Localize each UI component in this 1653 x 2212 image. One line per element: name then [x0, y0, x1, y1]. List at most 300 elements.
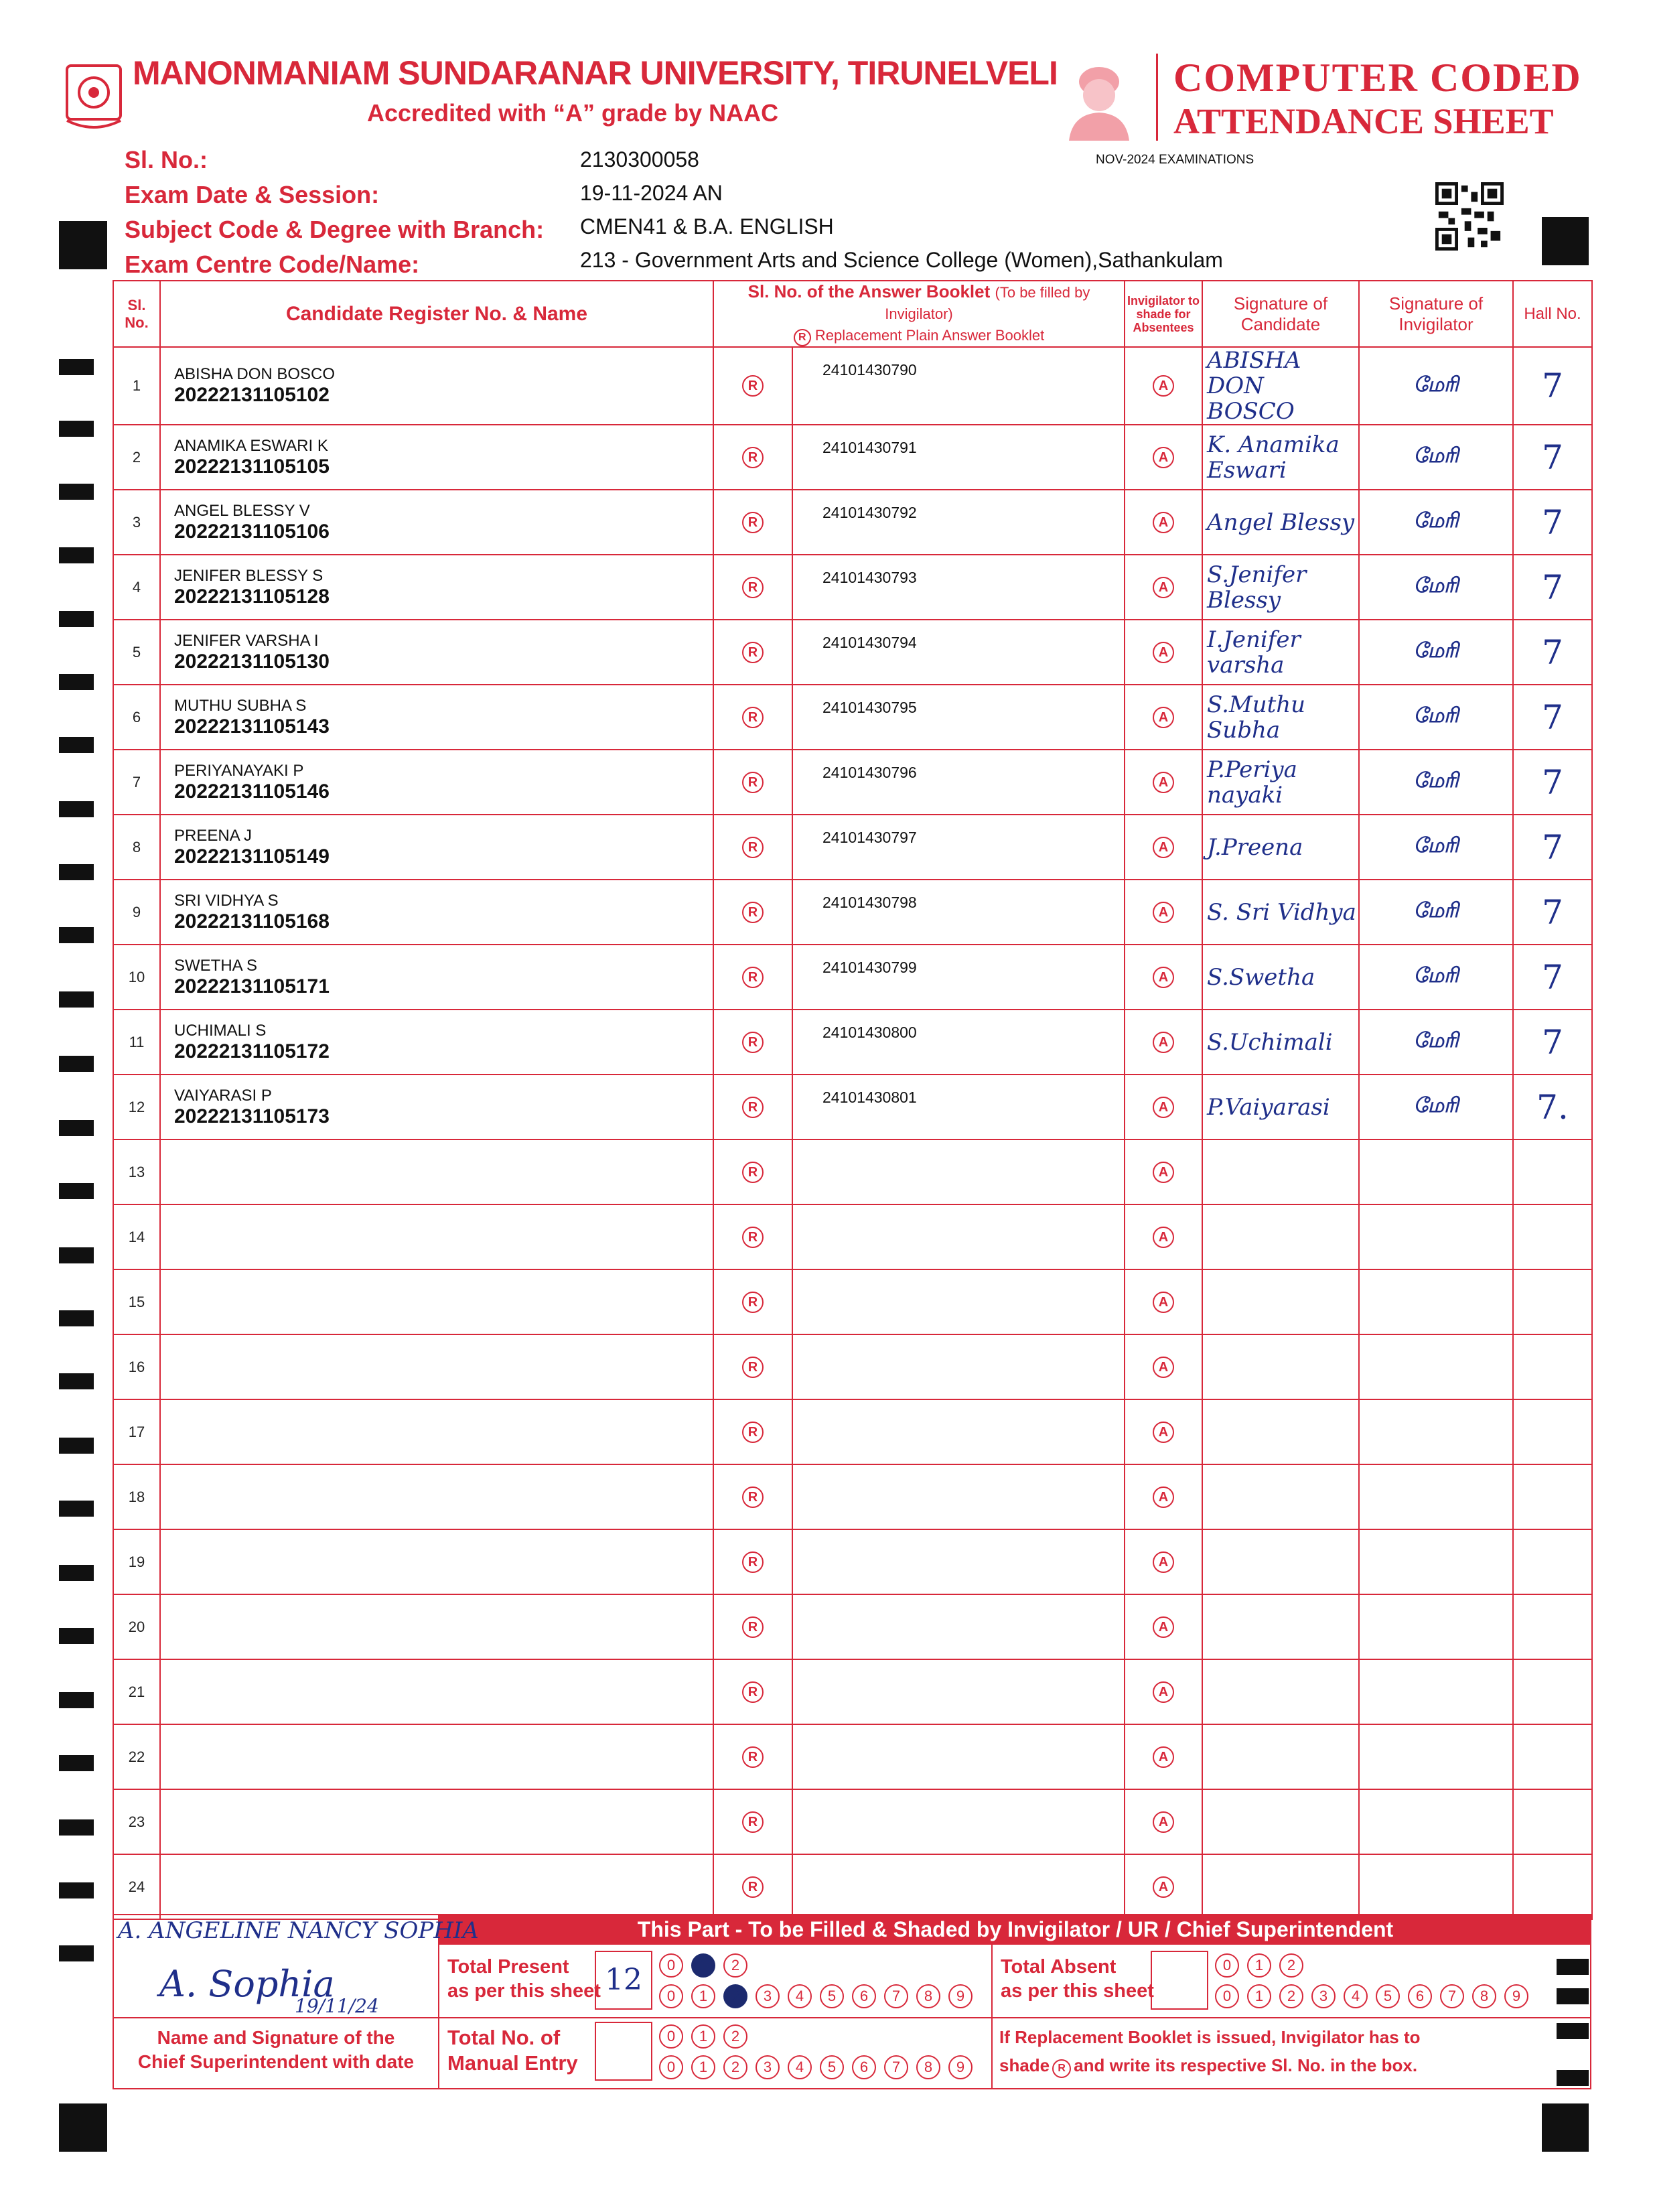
timing-mark: [59, 801, 94, 817]
table-row: [113, 1854, 1592, 1919]
row-absent-cell: [1125, 1789, 1202, 1854]
replacement-bubble[interactable]: R: [742, 902, 764, 923]
row-candidate-signature[interactable]: [1202, 880, 1359, 945]
superintendent-date: 19/11/24: [295, 1995, 379, 2017]
row-candidate: [160, 1010, 713, 1075]
digit-bubble[interactable]: 6: [852, 1984, 876, 2008]
row-sl-no: 15: [113, 1269, 160, 1334]
row-booklet-cell[interactable]: [792, 1334, 1125, 1399]
total-present-tens-bubbles[interactable]: [659, 1953, 756, 1978]
candidate-signature: S.Jenifer Blessy: [1207, 561, 1307, 614]
absent-bubble[interactable]: A: [1153, 375, 1174, 397]
booklet-number: 24101430799: [822, 959, 917, 976]
digit-bubble[interactable]: 0: [659, 1953, 683, 1978]
col-header-sig-candidate: Signature of Candidate: [1202, 281, 1359, 347]
row-candidate-signature[interactable]: [1202, 945, 1359, 1010]
row-hall-no[interactable]: 7: [1513, 490, 1592, 555]
row-invigilator-signature[interactable]: மேரி: [1359, 620, 1513, 685]
absent-bubble[interactable]: A: [1153, 1487, 1174, 1508]
row-invigilator-signature[interactable]: [1359, 1529, 1513, 1594]
row-candidate-signature[interactable]: [1202, 1010, 1359, 1075]
row-hall-no[interactable]: [1513, 1854, 1592, 1919]
row-candidate-signature[interactable]: [1202, 555, 1359, 620]
row-invigilator-signature[interactable]: மேரி: [1359, 555, 1513, 620]
absent-bubble[interactable]: A: [1153, 1681, 1174, 1703]
booklet-number: 24101430795: [822, 699, 917, 716]
row-candidate-signature[interactable]: [1202, 1789, 1359, 1854]
university-name: MANONMANIAM SUNDARANAR UNIVERSITY, TIRUNELVELI: [133, 54, 1058, 92]
row-booklet-cell[interactable]: [792, 1854, 1125, 1919]
row-invigilator-signature[interactable]: [1359, 1399, 1513, 1464]
row-booklet-cell[interactable]: [792, 685, 1125, 750]
qr-code: [1435, 182, 1504, 251]
digit-bubble[interactable]: 8: [916, 2055, 940, 2079]
timing-mark: [1542, 2103, 1589, 2152]
row-sl-no: 13: [113, 1139, 160, 1204]
row-candidate-signature[interactable]: [1202, 815, 1359, 880]
row-hall-no[interactable]: 7.: [1513, 1075, 1592, 1139]
digit-bubble[interactable]: 9: [948, 1984, 973, 2008]
footer-banner: This Part - To be Filled & Shaded by Invigilator / UR / Chief Superintendent: [439, 1914, 1591, 1945]
row-candidate-signature[interactable]: [1202, 1529, 1359, 1594]
row-candidate-signature[interactable]: [1202, 1399, 1359, 1464]
row-hall-no[interactable]: 7: [1513, 880, 1592, 945]
candidate-signature: J.Preena: [1207, 833, 1303, 861]
row-replacement-cell: [713, 1529, 792, 1594]
row-candidate: [160, 1529, 713, 1594]
row-invigilator-signature[interactable]: மேரி: [1359, 815, 1513, 880]
row-candidate-signature[interactable]: [1202, 1334, 1359, 1399]
row-hall-no[interactable]: [1513, 1269, 1592, 1334]
digit-bubble[interactable]: 2: [723, 2055, 747, 2079]
candidate-name: JENIFER VARSHA I: [174, 631, 319, 650]
row-booklet-cell[interactable]: [792, 1789, 1125, 1854]
replacement-bubble[interactable]: R: [742, 1681, 764, 1703]
absent-bubble[interactable]: A: [1153, 1746, 1174, 1768]
row-booklet-cell[interactable]: [792, 347, 1125, 425]
candidate-signature: Angel Blessy: [1207, 508, 1355, 536]
row-hall-no[interactable]: 7: [1513, 620, 1592, 685]
col-header-absentees: Invigilator to shade for Absentees: [1125, 281, 1202, 347]
row-absent-cell: [1125, 1724, 1202, 1789]
digit-bubble[interactable]: 7: [884, 1984, 908, 2008]
row-booklet-cell[interactable]: [792, 490, 1125, 555]
row-invigilator-signature[interactable]: மேரி: [1359, 750, 1513, 815]
row-absent-cell: [1125, 1204, 1202, 1269]
row-candidate-signature[interactable]: [1202, 347, 1359, 425]
candidate-name: PERIYANAYAKI P: [174, 761, 304, 780]
row-booklet-cell[interactable]: [792, 1724, 1125, 1789]
replacement-header-note: [794, 327, 1045, 344]
row-booklet-cell[interactable]: [792, 1464, 1125, 1529]
row-hall-no[interactable]: [1513, 1204, 1592, 1269]
timing-mark: [59, 221, 107, 269]
digit-bubble[interactable]: 0: [1215, 1953, 1239, 1978]
row-absent-cell: [1125, 1854, 1202, 1919]
superintendent-label-line1: Name and Signature of the: [157, 2027, 395, 2048]
digit-bubble[interactable]: 9: [1504, 1984, 1528, 2008]
digit-bubble[interactable]: 1: [691, 1984, 715, 2008]
row-sl-no: 12: [113, 1075, 160, 1139]
digit-bubble[interactable]: 9: [948, 2055, 973, 2079]
row-hall-no[interactable]: [1513, 1399, 1592, 1464]
timing-mark: [59, 1501, 94, 1517]
exam-date-label: Exam Date & Session:: [125, 181, 380, 208]
manual-entry-units-bubbles[interactable]: [659, 2055, 981, 2079]
absent-bubble[interactable]: A: [1153, 1422, 1174, 1443]
row-absent-cell: [1125, 815, 1202, 880]
replacement-bubble[interactable]: R: [742, 375, 764, 397]
digit-bubble[interactable]: 5: [820, 2055, 844, 2079]
candidate-signature: K. Anamika Eswari: [1207, 431, 1340, 484]
digit-bubble[interactable]: 5: [1376, 1984, 1400, 2008]
total-absent-units-bubbles[interactable]: [1215, 1984, 1536, 2008]
attendance-table: [113, 280, 1593, 1920]
timing-mark: [59, 484, 94, 500]
booklet-number: 24101430794: [822, 634, 917, 651]
digit-bubble[interactable]: 2: [1279, 1984, 1303, 2008]
row-invigilator-signature[interactable]: [1359, 1464, 1513, 1529]
row-candidate-signature[interactable]: [1202, 1075, 1359, 1139]
replacement-bubble[interactable]: R: [742, 447, 764, 468]
row-hall-no[interactable]: 7: [1513, 425, 1592, 490]
row-booklet-cell[interactable]: [792, 1659, 1125, 1724]
row-hall-no[interactable]: 7: [1513, 555, 1592, 620]
candidate-name: VAIYARASI P: [174, 1086, 272, 1105]
timing-mark: [59, 1183, 94, 1199]
row-invigilator-signature[interactable]: மேரி: [1359, 1075, 1513, 1139]
table-row: [113, 347, 1592, 425]
row-invigilator-signature[interactable]: [1359, 1204, 1513, 1269]
row-candidate-signature[interactable]: [1202, 1594, 1359, 1659]
row-candidate: [160, 1139, 713, 1204]
row-replacement-cell: [713, 1399, 792, 1464]
row-candidate: [160, 1204, 713, 1269]
absent-bubble[interactable]: A: [1153, 707, 1174, 728]
row-replacement-cell: [713, 425, 792, 490]
absent-bubble[interactable]: A: [1153, 1811, 1174, 1833]
row-candidate: [160, 1269, 713, 1334]
table-row: [113, 1659, 1592, 1724]
row-candidate-signature[interactable]: [1202, 1464, 1359, 1529]
row-invigilator-signature[interactable]: மேரி: [1359, 880, 1513, 945]
row-absent-cell: [1125, 1139, 1202, 1204]
digit-bubble[interactable]: 0: [659, 2055, 683, 2079]
absent-bubble[interactable]: A: [1153, 577, 1174, 598]
digit-bubble[interactable]: 7: [884, 2055, 908, 2079]
row-booklet-cell[interactable]: [792, 1399, 1125, 1464]
replacement-bubble[interactable]: R: [742, 1811, 764, 1833]
replacement-bubble[interactable]: R: [742, 1422, 764, 1443]
row-sl-no: 8: [113, 815, 160, 880]
absent-bubble[interactable]: A: [1153, 447, 1174, 468]
row-sl-no: 19: [113, 1529, 160, 1594]
replacement-bubble[interactable]: R: [742, 1292, 764, 1313]
candidate-register-no: 20222131105128: [174, 585, 330, 608]
replacement-header-text: Replacement Plain Answer Booklet: [814, 327, 1045, 344]
table-row: [113, 425, 1592, 490]
digit-bubble[interactable]: 2: [1279, 1953, 1303, 1978]
row-booklet-cell[interactable]: [792, 1529, 1125, 1594]
row-hall-no[interactable]: 7: [1513, 945, 1592, 1010]
row-candidate: [160, 1464, 713, 1529]
digit-bubble[interactable]: 1: [691, 2024, 715, 2049]
table-row: [113, 1789, 1592, 1854]
digit-bubble[interactable]: 1: [691, 2055, 715, 2079]
row-invigilator-signature[interactable]: [1359, 1659, 1513, 1724]
row-booklet-cell[interactable]: [792, 1010, 1125, 1075]
row-invigilator-signature[interactable]: [1359, 1854, 1513, 1919]
row-absent-cell: [1125, 750, 1202, 815]
row-candidate-signature[interactable]: [1202, 1724, 1359, 1789]
row-booklet-cell[interactable]: [792, 1204, 1125, 1269]
replacement-bubble[interactable]: R: [742, 1227, 764, 1248]
absent-bubble[interactable]: A: [1153, 967, 1174, 988]
row-invigilator-signature[interactable]: மேரி: [1359, 425, 1513, 490]
total-present-label-line1: Total Present: [447, 1956, 569, 1978]
row-hall-no[interactable]: [1513, 1594, 1592, 1659]
row-hall-no[interactable]: [1513, 1659, 1592, 1724]
row-booklet-cell[interactable]: [792, 425, 1125, 490]
digit-bubble[interactable]: 2: [723, 2024, 747, 2049]
replacement-bubble[interactable]: R: [742, 1551, 764, 1573]
absent-bubble[interactable]: A: [1153, 902, 1174, 923]
row-booklet-cell[interactable]: [792, 1139, 1125, 1204]
row-hall-no[interactable]: [1513, 1464, 1592, 1529]
table-row: [113, 815, 1592, 880]
timing-mark: [59, 1310, 94, 1326]
digit-bubble[interactable]: 4: [1344, 1984, 1368, 2008]
timing-mark: [59, 1945, 94, 1961]
row-absent-cell: [1125, 1529, 1202, 1594]
total-present-units-bubbles[interactable]: [659, 1984, 981, 2008]
row-absent-cell: [1125, 1334, 1202, 1399]
manual-entry-tens-bubbles[interactable]: [659, 2024, 756, 2049]
replacement-bubble[interactable]: R: [742, 1746, 764, 1768]
digit-bubble[interactable]: 1: [1247, 1953, 1271, 1978]
subject-value: CMEN41 & B.A. ENGLISH: [580, 214, 834, 238]
absent-bubble[interactable]: A: [1153, 642, 1174, 663]
footer-col-divider: [991, 1945, 993, 2089]
row-hall-no[interactable]: [1513, 1529, 1592, 1594]
absent-bubble[interactable]: A: [1153, 1032, 1174, 1053]
replacement-bubble[interactable]: R: [742, 577, 764, 598]
digit-bubble[interactable]: 0: [1215, 1984, 1239, 2008]
row-candidate: [160, 1854, 713, 1919]
replacement-bubble[interactable]: R: [742, 707, 764, 728]
table-row: [113, 1010, 1592, 1075]
row-booklet-cell[interactable]: [792, 815, 1125, 880]
row-booklet-cell[interactable]: [792, 945, 1125, 1010]
manual-entry-box[interactable]: [595, 2022, 652, 2081]
row-absent-cell: [1125, 1464, 1202, 1529]
row-candidate: [160, 620, 713, 685]
absent-bubble[interactable]: A: [1153, 772, 1174, 793]
row-replacement-cell: [713, 1724, 792, 1789]
row-candidate: [160, 945, 713, 1010]
absent-bubble[interactable]: A: [1153, 1097, 1174, 1118]
row-hall-no[interactable]: 7: [1513, 750, 1592, 815]
row-invigilator-signature[interactable]: மேரி: [1359, 685, 1513, 750]
digit-bubble[interactable]: 6: [852, 2055, 876, 2079]
total-absent-box[interactable]: [1151, 1951, 1208, 2010]
row-hall-no[interactable]: [1513, 1789, 1592, 1854]
digit-bubble[interactable]: 3: [1311, 1984, 1336, 2008]
replacement-bubble[interactable]: R: [742, 772, 764, 793]
row-candidate: [160, 815, 713, 880]
absent-bubble[interactable]: A: [1153, 1551, 1174, 1573]
replacement-note-line1: If Replacement Booklet is issued, Invigilator has to: [999, 2027, 1421, 2047]
row-hall-no[interactable]: 7: [1513, 1010, 1592, 1075]
absent-bubble[interactable]: A: [1153, 1876, 1174, 1898]
row-hall-no[interactable]: [1513, 1139, 1592, 1204]
row-replacement-cell: [713, 1789, 792, 1854]
replacement-bubble[interactable]: R: [742, 1162, 764, 1183]
replacement-bubble[interactable]: R: [742, 1357, 764, 1378]
timing-mark: [59, 1882, 94, 1898]
replacement-bubble[interactable]: R: [742, 1876, 764, 1898]
replacement-bubble[interactable]: R: [742, 512, 764, 533]
row-candidate-signature[interactable]: [1202, 1139, 1359, 1204]
total-present-value: 12: [605, 1963, 642, 1997]
row-invigilator-signature[interactable]: மேரி: [1359, 1010, 1513, 1075]
replacement-bubble[interactable]: R: [742, 1097, 764, 1118]
digit-bubble[interactable]: 6: [1408, 1984, 1432, 2008]
digit-bubble[interactable]: 5: [820, 1984, 844, 2008]
row-absent-cell: [1125, 1659, 1202, 1724]
row-booklet-cell[interactable]: [792, 880, 1125, 945]
digit-bubble[interactable]: 0: [659, 2024, 683, 2049]
digit-bubble[interactable]: 8: [916, 1984, 940, 2008]
row-replacement-cell: [713, 490, 792, 555]
digit-bubble[interactable]: 8: [1472, 1984, 1496, 2008]
absent-bubble[interactable]: A: [1153, 1227, 1174, 1248]
superintendent-name: A. ANGELINE NANCY SOPHIA: [118, 1917, 479, 1944]
row-booklet-cell[interactable]: [792, 1269, 1125, 1334]
row-candidate-signature[interactable]: [1202, 425, 1359, 490]
timing-mark: [59, 1438, 94, 1454]
row-replacement-cell: [713, 1075, 792, 1139]
table-row: [113, 490, 1592, 555]
row-booklet-cell[interactable]: [792, 620, 1125, 685]
row-absent-cell: [1125, 347, 1202, 425]
row-absent-cell: [1125, 1399, 1202, 1464]
row-candidate-signature[interactable]: [1202, 1269, 1359, 1334]
absent-bubble[interactable]: A: [1153, 512, 1174, 533]
absent-bubble[interactable]: A: [1153, 1357, 1174, 1378]
row-absent-cell: [1125, 620, 1202, 685]
digit-bubble[interactable]: 1: [691, 1953, 715, 1978]
row-invigilator-signature[interactable]: மேரி: [1359, 347, 1513, 425]
digit-bubble[interactable]: 1: [1247, 1984, 1271, 2008]
replacement-bubble[interactable]: R: [742, 1032, 764, 1053]
row-hall-no[interactable]: 7: [1513, 815, 1592, 880]
row-booklet-cell[interactable]: [792, 555, 1125, 620]
candidate-name: SWETHA S: [174, 956, 258, 975]
table-row: [113, 1139, 1592, 1204]
row-sl-no: 6: [113, 685, 160, 750]
row-invigilator-signature[interactable]: மேரி: [1359, 490, 1513, 555]
digit-bubble[interactable]: 3: [756, 2055, 780, 2079]
booklet-header-title: Sl. No. of the Answer Booklet: [747, 281, 991, 301]
row-invigilator-signature[interactable]: [1359, 1139, 1513, 1204]
candidate-signature: S. Sri Vidhya: [1207, 898, 1356, 926]
row-invigilator-signature[interactable]: [1359, 1269, 1513, 1334]
row-invigilator-signature[interactable]: [1359, 1789, 1513, 1854]
booklet-header-note: (To be filled by Invigilator): [885, 284, 1090, 322]
digit-bubble[interactable]: 0: [659, 1984, 683, 2008]
row-invigilator-signature[interactable]: [1359, 1594, 1513, 1659]
sl-no-value: 2130300058: [580, 147, 699, 171]
footer-row-divider: [439, 2017, 1591, 2018]
row-booklet-cell[interactable]: [792, 1594, 1125, 1659]
row-candidate-signature[interactable]: [1202, 1204, 1359, 1269]
total-absent-tens-bubbles[interactable]: [1215, 1953, 1311, 1978]
row-invigilator-signature[interactable]: [1359, 1724, 1513, 1789]
digit-bubble[interactable]: 4: [788, 1984, 812, 2008]
digit-bubble[interactable]: 2: [723, 1984, 747, 2008]
digit-bubble[interactable]: 3: [756, 1984, 780, 2008]
row-hall-no[interactable]: [1513, 1334, 1592, 1399]
table-row: [113, 1464, 1592, 1529]
row-candidate-signature[interactable]: [1202, 685, 1359, 750]
row-sl-no: 16: [113, 1334, 160, 1399]
absent-bubble[interactable]: A: [1153, 837, 1174, 858]
row-absent-cell: [1125, 490, 1202, 555]
replacement-bubble[interactable]: R: [742, 837, 764, 858]
row-hall-no[interactable]: 7: [1513, 685, 1592, 750]
replacement-r-icon: R: [794, 329, 811, 346]
row-booklet-cell[interactable]: [792, 1075, 1125, 1139]
row-sl-no: 9: [113, 880, 160, 945]
booklet-number: 24101430796: [822, 764, 917, 781]
row-candidate-signature[interactable]: [1202, 1659, 1359, 1724]
candidate-register-no: 20222131105171: [174, 975, 330, 997]
row-hall-no[interactable]: 7: [1513, 347, 1592, 425]
row-invigilator-signature[interactable]: [1359, 1334, 1513, 1399]
row-candidate-signature[interactable]: [1202, 750, 1359, 815]
booklet-number: 24101430792: [822, 504, 917, 521]
row-candidate-signature[interactable]: [1202, 620, 1359, 685]
table-row: [113, 1334, 1592, 1399]
replacement-bubble[interactable]: R: [742, 642, 764, 663]
row-candidate: [160, 1659, 713, 1724]
digit-bubble[interactable]: 7: [1440, 1984, 1464, 2008]
row-booklet-cell[interactable]: [792, 750, 1125, 815]
candidate-name: ANAMIKA ESWARI K: [174, 436, 328, 455]
row-replacement-cell: [713, 1594, 792, 1659]
replacement-bubble[interactable]: R: [742, 967, 764, 988]
timing-mark: [59, 1692, 94, 1708]
timing-mark: [59, 864, 94, 880]
sheet-title-line1: COMPUTER CODED: [1173, 56, 1582, 100]
replacement-bubble[interactable]: R: [742, 1487, 764, 1508]
replacement-bubble[interactable]: R: [742, 1616, 764, 1638]
row-candidate: [160, 750, 713, 815]
table-row: [113, 1529, 1592, 1594]
absent-bubble[interactable]: A: [1153, 1616, 1174, 1638]
row-hall-no[interactable]: [1513, 1724, 1592, 1789]
absent-bubble[interactable]: A: [1153, 1292, 1174, 1313]
absent-bubble[interactable]: A: [1153, 1162, 1174, 1183]
booklet-number: 24101430797: [822, 829, 917, 846]
row-candidate-signature[interactable]: [1202, 1854, 1359, 1919]
row-invigilator-signature[interactable]: மேரி: [1359, 945, 1513, 1010]
row-candidate-signature[interactable]: [1202, 490, 1359, 555]
digit-bubble[interactable]: 2: [723, 1953, 747, 1978]
portrait-image: [1056, 54, 1143, 141]
digit-bubble[interactable]: 4: [788, 2055, 812, 2079]
